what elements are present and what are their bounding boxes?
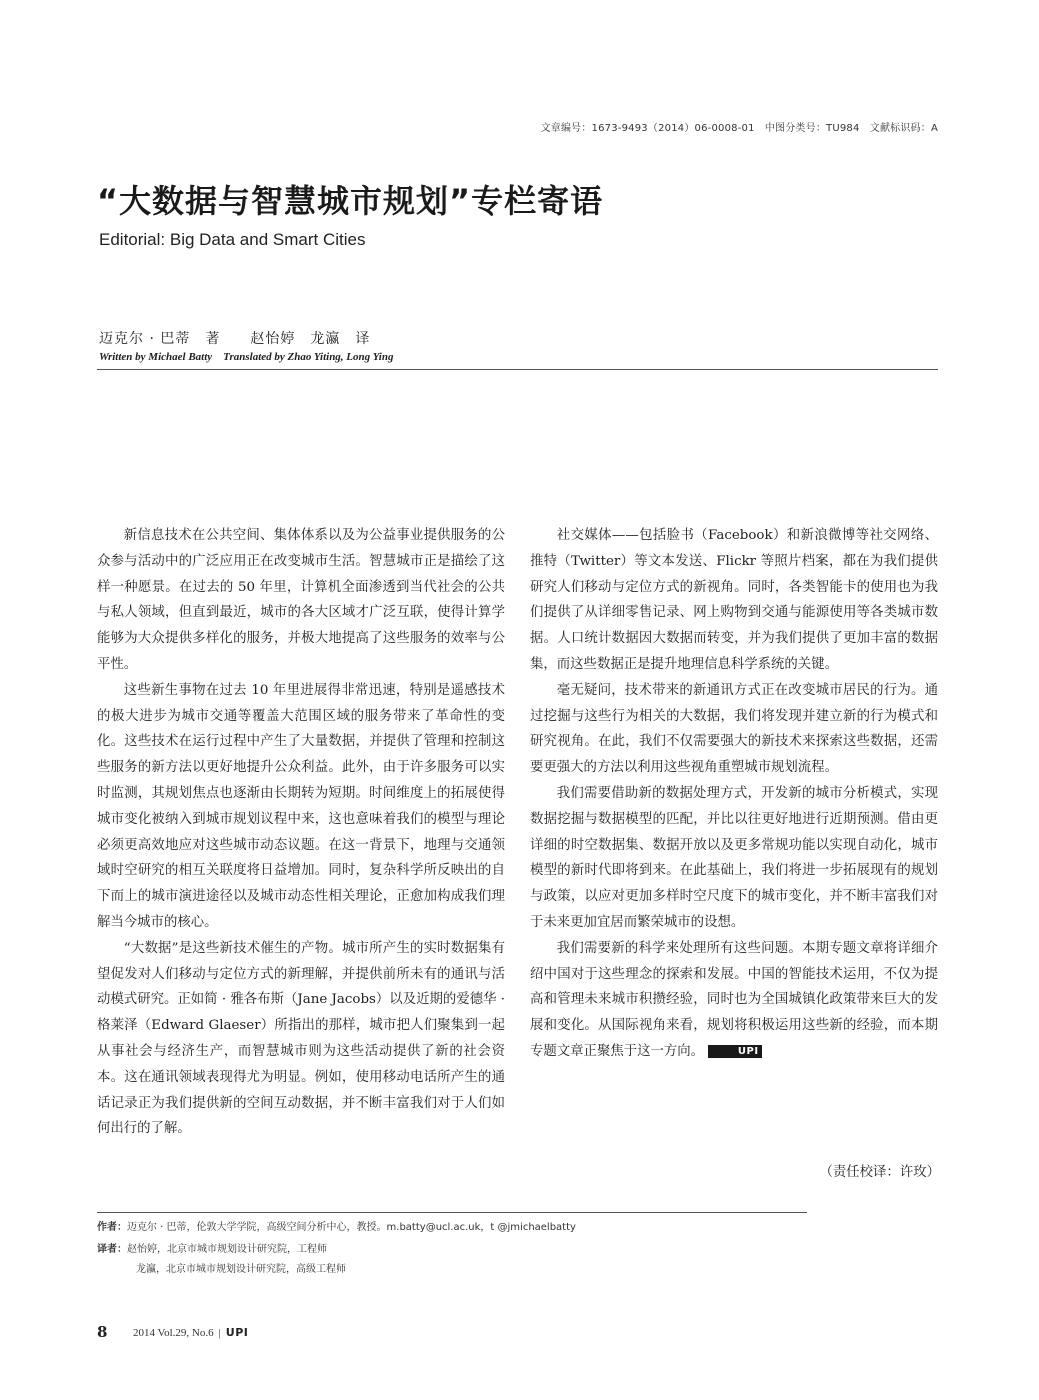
proofread-credit: （责任校译：许玫） — [819, 1165, 940, 1180]
paragraph-last — [530, 936, 938, 1065]
journal-info — [133, 1326, 248, 1339]
paragraph: 新信息技术在公共空间、集体体系以及为公益事业提供服务的公众参与活动中的广泛应用正在改变城市生活。智慧城市正是描绘了这样一种愿景。在过去的 50 年里，计算机全面渗透到当代社会的公共与私人领域，但直到最近，城市的各大区域才广泛互联，使得计算学能够为大众提供多样化的服务，并极大地提高了这些服务的效率与公平性。 — [97, 528, 505, 672]
page-number: 8 — [97, 1323, 108, 1341]
paragraph: 这些新生事物在过去 10 年里进展得非常迅速，特别是遥感技术的极大进步为城市交通等覆盖大范围区域的服务带来了革命性的变化。这些技术在运行过程中产生了大量数据，并提供了管理和控制这些服务的新方法以更好地提升公众利益。此外，由于许多服务可以实时监测，其规划焦点也逐渐由长期转为短期。时间维度上的拓展使得城市变化被纳入到城市规划议程中来，这也意味着我们的模型与理论必须更高效地应对这些城市动态议题。在这一背景下，地理与交通领域时空研究的相互关联度将日益增加。同时，复杂科学所反映出的自下而上的城市演进途径以及城市动态性相关理论，正愈加构成我们理解当今城市的核心。 — [97, 682, 505, 930]
upi-end-mark-icon: UPI — [708, 1045, 761, 1058]
footnote-translator — [97, 1243, 327, 1257]
journal-logo: UPI — [225, 1326, 249, 1339]
authors-chinese: 迈克尔 · 巴蒂 著 赵怡婷 龙瀛 译 — [99, 331, 371, 347]
footnote-translator-2: 龙瀛，北京市城市规划设计研究院，高级工程师 — [136, 1264, 346, 1275]
footnote-author-text: 迈克尔 · 巴蒂，伦敦大学学院，高级空间分析中心，教授。m.batty@ucl.ac.uk，t @jmichaelbatty — [127, 1222, 576, 1233]
journal-issue: 2014 Vol.29, No.6 — [133, 1327, 214, 1339]
paragraph-text: 我们需要新的科学来处理所有这些问题。本期专题文章将详细介绍中国对于这些理念的探索和发展。中国的智能技术运用，不仅为提高和管理未来城市积攒经验，同时也为全国城镇化政策带来巨大的发展和变化。从国际视角来看，规划将积极运用这些新的经验，而本期专题文章正聚焦于这一方向。 — [530, 940, 938, 1059]
footnote-author-label: 作者： — [97, 1222, 127, 1233]
authors-english: Written by Michael Batty Translated by Zhao Yiting, Long Ying — [99, 351, 394, 363]
title-english: Editorial: Big Data and Smart Cities — [99, 230, 366, 249]
paragraph: “大数据”是这些新技术催生的产物。城市所产生的实时数据集有望促发对人们移动与定位方式的新理解，并提供前所未有的通讯与活动模式研究。正如简 · 雅各布斯（Jane Jacobs）以及近期的爱德华 · 格莱泽（Edward Glaeser）所指出的那样，城市把人们聚集到一起从事社会与经济生产，而智慧城市则为这些活动提供了新的社会资本。这在通讯领域表现得尤为明显。例如，使用移动电话所产生的通话记录正为我们提供新的空间互动数据，并不断丰富我们对于人们如何出行的了解。 — [97, 940, 505, 1137]
paragraph: 社交媒体——包括脸书（Facebook）和新浪微博等社交网络、推特（Twitter）等文本发送、Flickr 等照片档案，都在为我们提供研究人们移动与定位方式的新视角。同时，各类智能卡的使用也为我们提供了从详细零售记录、网上购物到交通与能源使用等各类城市数据。人口统计数据因大数据而转变，并为我们提供了更加丰富的数据集，而这些数据正是提升地理信息科学系统的关键。 — [530, 528, 938, 672]
article-meta: 文章编号：1673-9493（2014）06-0008-01 中图分类号：TU984 文献标识码：A — [540, 123, 938, 134]
header-divider — [97, 369, 938, 370]
paragraph: 我们需要借助新的数据处理方式，开发新的城市分析模式，实现数据挖掘与数据模型的匹配，并比以往更好地进行近期预测。借由更详细的时空数据集、数据开放以及更多常规功能以实现自动化，城市模型的新时代即将到来。在此基础上，我们将进一步拓展现有的规划与政策，以应对更加多样时空尺度下的城市变化，并不断丰富我们对于未来更加宜居而繁荣城市的设想。 — [530, 785, 938, 930]
footnote-divider — [97, 1212, 807, 1213]
footnote-translator-1: 赵怡婷，北京市城市规划设计研究院，工程师 — [127, 1244, 327, 1255]
paragraph: 毫无疑问，技术带来的新通讯方式正在改变城市居民的行为。通过挖掘与这些行为相关的大数据，我们将发现并建立新的行为模式和研究视角。在此，我们不仅需要强大的新技术来探索这些数据，还需要更强大的方法以利用这些视角重塑城市规划流程。 — [530, 682, 938, 776]
body-column-right — [530, 523, 938, 1065]
journal-separator: | — [218, 1327, 221, 1339]
title-chinese: “大数据与智慧城市规划”专栏寄语 — [97, 182, 604, 220]
footnote-translator-label: 译者： — [97, 1244, 127, 1255]
body-column-left — [97, 523, 505, 1142]
footnote-author — [97, 1221, 576, 1235]
